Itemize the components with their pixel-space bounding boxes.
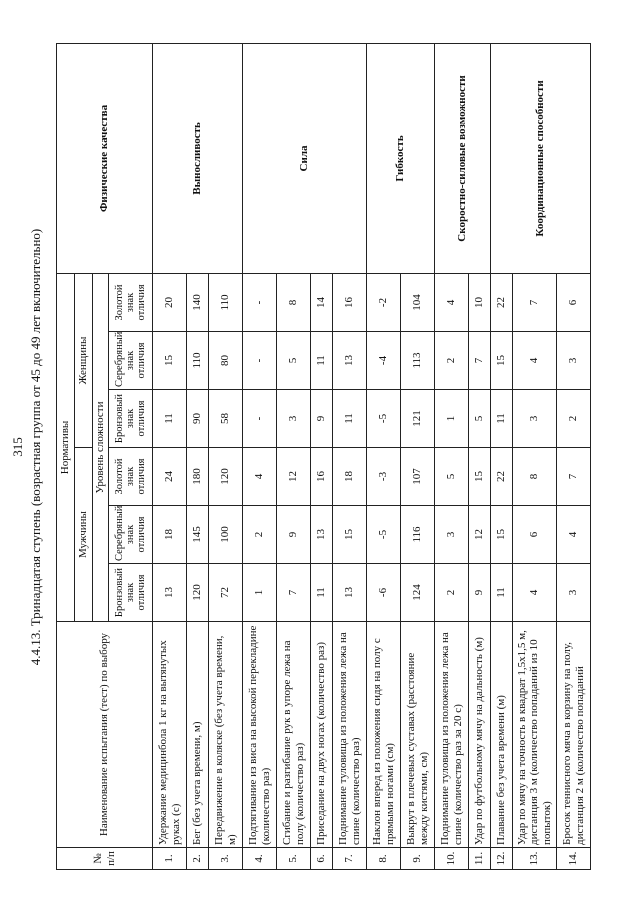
header-men-bronze: Бронзовый знак отличия (109, 564, 153, 622)
header-women-silver: Серебряный знак отличия (109, 332, 153, 390)
test-name: Выкрут в плечевых суставах (расстояние между кистями, см) (401, 622, 435, 848)
norm-value: 120 (187, 564, 209, 622)
norm-value: 145 (187, 506, 209, 564)
page-number: 315 (10, 437, 25, 457)
quality-flexibility: Гибкость (367, 43, 435, 273)
norm-value: 11 (311, 332, 333, 390)
header-test-name: Наименование испытания (тест) по выбору (57, 622, 153, 848)
norm-value: 3 (277, 390, 311, 448)
norm-value: 8 (513, 448, 557, 506)
norm-value: 5 (469, 390, 491, 448)
norm-value: 16 (333, 273, 367, 331)
norm-value: 4 (243, 448, 277, 506)
test-name: Удар по мячу на точность в квадрат 1,5х1,5 м, дистанция 3 м (количество попаданий из 10 попыток) (513, 622, 557, 848)
header-men-silver: Серебряный знак отличия (109, 506, 153, 564)
norm-value: 7 (513, 273, 557, 331)
norm-value: 12 (469, 506, 491, 564)
norm-value: 14 (311, 273, 333, 331)
row-number: 10. (435, 848, 469, 870)
test-name: Удар по футбольному мячу на дальность (м) (469, 622, 491, 848)
norm-value: 24 (153, 448, 187, 506)
row-number: 8. (367, 848, 401, 870)
norm-value: 15 (469, 448, 491, 506)
norm-value: -2 (367, 273, 401, 331)
norm-value: 11 (491, 564, 513, 622)
norm-value: 5 (435, 448, 469, 506)
norm-value: 4 (435, 273, 469, 331)
norm-value: 11 (491, 390, 513, 448)
norm-value: 11 (311, 564, 333, 622)
header-women-bronze: Бронзовый знак отличия (109, 390, 153, 448)
norm-value: 1 (435, 390, 469, 448)
norm-value: 11 (153, 390, 187, 448)
table-row (243, 43, 277, 869)
norm-value: 8 (277, 273, 311, 331)
norm-value: 113 (401, 332, 435, 390)
header-no: № п/п (57, 848, 153, 870)
norm-value: 7 (557, 448, 591, 506)
norm-value: 9 (277, 506, 311, 564)
header-level: Уровень сложности (93, 273, 109, 621)
table-row (435, 43, 469, 869)
norm-value: 18 (333, 448, 367, 506)
norm-value: 10 (469, 273, 491, 331)
quality-endurance: Выносливость (153, 43, 243, 273)
norm-value: -5 (367, 390, 401, 448)
norm-value: 20 (153, 273, 187, 331)
test-name: Наклон вперед из положения сидя на полу с прямыми ногами (см) (367, 622, 401, 848)
test-name: Поднимание туловища из положения лежа на спине (количество раз за 20 с) (435, 622, 469, 848)
norm-value: 2 (557, 390, 591, 448)
norm-value: 2 (243, 506, 277, 564)
header-qualities: Физические качества (57, 43, 153, 273)
norm-value: 13 (333, 332, 367, 390)
norm-value: 9 (469, 564, 491, 622)
norm-value: 15 (491, 332, 513, 390)
row-number: 3. (209, 848, 243, 870)
norm-value: 110 (209, 273, 243, 331)
row-number: 12. (491, 848, 513, 870)
norm-value: -5 (367, 506, 401, 564)
norm-value: 13 (153, 564, 187, 622)
norm-value: 11 (333, 390, 367, 448)
row-number: 4. (243, 848, 277, 870)
norm-value: 3 (557, 564, 591, 622)
norm-value: 6 (557, 273, 591, 331)
quality-strength: Сила (243, 43, 367, 273)
norm-value: 3 (435, 506, 469, 564)
quality-speed-strength: Скоростно-силовые возможности (435, 43, 491, 273)
row-number: 1. (153, 848, 187, 870)
header-women-gold: Золотой знак отличия (109, 273, 153, 331)
norm-value: 22 (491, 273, 513, 331)
quality-coordination: Координационные способности (491, 43, 591, 273)
norm-value: 13 (333, 564, 367, 622)
norm-value: 58 (209, 390, 243, 448)
norm-value: 2 (435, 332, 469, 390)
norm-value: 120 (209, 448, 243, 506)
norm-value: 180 (187, 448, 209, 506)
norm-value: 18 (153, 506, 187, 564)
norm-value: 104 (401, 273, 435, 331)
header-norms: Нормативы (57, 273, 75, 621)
norm-value: 15 (491, 506, 513, 564)
header-men-gold: Золотой знак отличия (109, 448, 153, 506)
norm-value: 72 (209, 564, 243, 622)
test-name: Плавание без учета времени (м) (491, 622, 513, 848)
norm-value: 100 (209, 506, 243, 564)
norm-value: 12 (277, 448, 311, 506)
norm-value: 3 (557, 332, 591, 390)
norm-value: 7 (469, 332, 491, 390)
test-name: Удержание медицинбола 1 кг на вытянутых руках (с) (153, 622, 187, 848)
norm-value: 2 (435, 564, 469, 622)
norm-value: -6 (367, 564, 401, 622)
page-title: 4.4.13. Тринадцатая ступень (возрастная группа от 45 до 49 лет включительно) (28, 228, 43, 666)
norm-value: - (243, 332, 277, 390)
norm-value: 4 (557, 506, 591, 564)
header-men: Мужчины (75, 448, 93, 622)
norm-value: 13 (311, 506, 333, 564)
norm-value: 90 (187, 390, 209, 448)
row-number: 9. (401, 848, 435, 870)
norm-value: 5 (277, 332, 311, 390)
table-row (153, 43, 187, 869)
row-number: 14. (557, 848, 591, 870)
test-name: Бег (без учета времени, м) (187, 622, 209, 848)
norms-table (56, 43, 591, 870)
norm-value: 110 (187, 332, 209, 390)
norm-value: 6 (513, 506, 557, 564)
norm-value: 9 (311, 390, 333, 448)
norm-value: - (243, 273, 277, 331)
row-number: 7. (333, 848, 367, 870)
norm-value: 16 (311, 448, 333, 506)
norm-value: - (243, 390, 277, 448)
table-row (491, 43, 513, 869)
test-name: Поднимание туловища из положения лежа на спине (количество раз) (333, 622, 367, 848)
norm-value: 124 (401, 564, 435, 622)
test-name: Сгибание и разгибание рук в упоре лежа на полу (количество раз) (277, 622, 311, 848)
norm-value: 4 (513, 332, 557, 390)
norm-value: 3 (513, 390, 557, 448)
row-number: 2. (187, 848, 209, 870)
row-number: 13. (513, 848, 557, 870)
test-name: Бросок теннисного мяча в корзину на полу, дистанция 2 м (количество попаданий (557, 622, 591, 848)
norm-value: 116 (401, 506, 435, 564)
norm-value: 80 (209, 332, 243, 390)
norm-value: -4 (367, 332, 401, 390)
norm-value: 121 (401, 390, 435, 448)
test-name: Приседание на двух ногах (количество раз) (311, 622, 333, 848)
norm-value: 15 (153, 332, 187, 390)
norm-value: 1 (243, 564, 277, 622)
header-women: Женщины (75, 273, 93, 447)
test-name: Передвижение в коляске (без учета времени, м) (209, 622, 243, 848)
row-number: 6. (311, 848, 333, 870)
norm-value: 22 (491, 448, 513, 506)
norm-value: 107 (401, 448, 435, 506)
norm-value: 4 (513, 564, 557, 622)
norm-value: 140 (187, 273, 209, 331)
norm-value: -3 (367, 448, 401, 506)
table-row (367, 43, 401, 869)
test-name: Подтягивание из виса на высокой перекладине (количество раз) (243, 622, 277, 848)
norm-value: 15 (333, 506, 367, 564)
row-number: 5. (277, 848, 311, 870)
norm-value: 7 (277, 564, 311, 622)
row-number: 11. (469, 848, 491, 870)
